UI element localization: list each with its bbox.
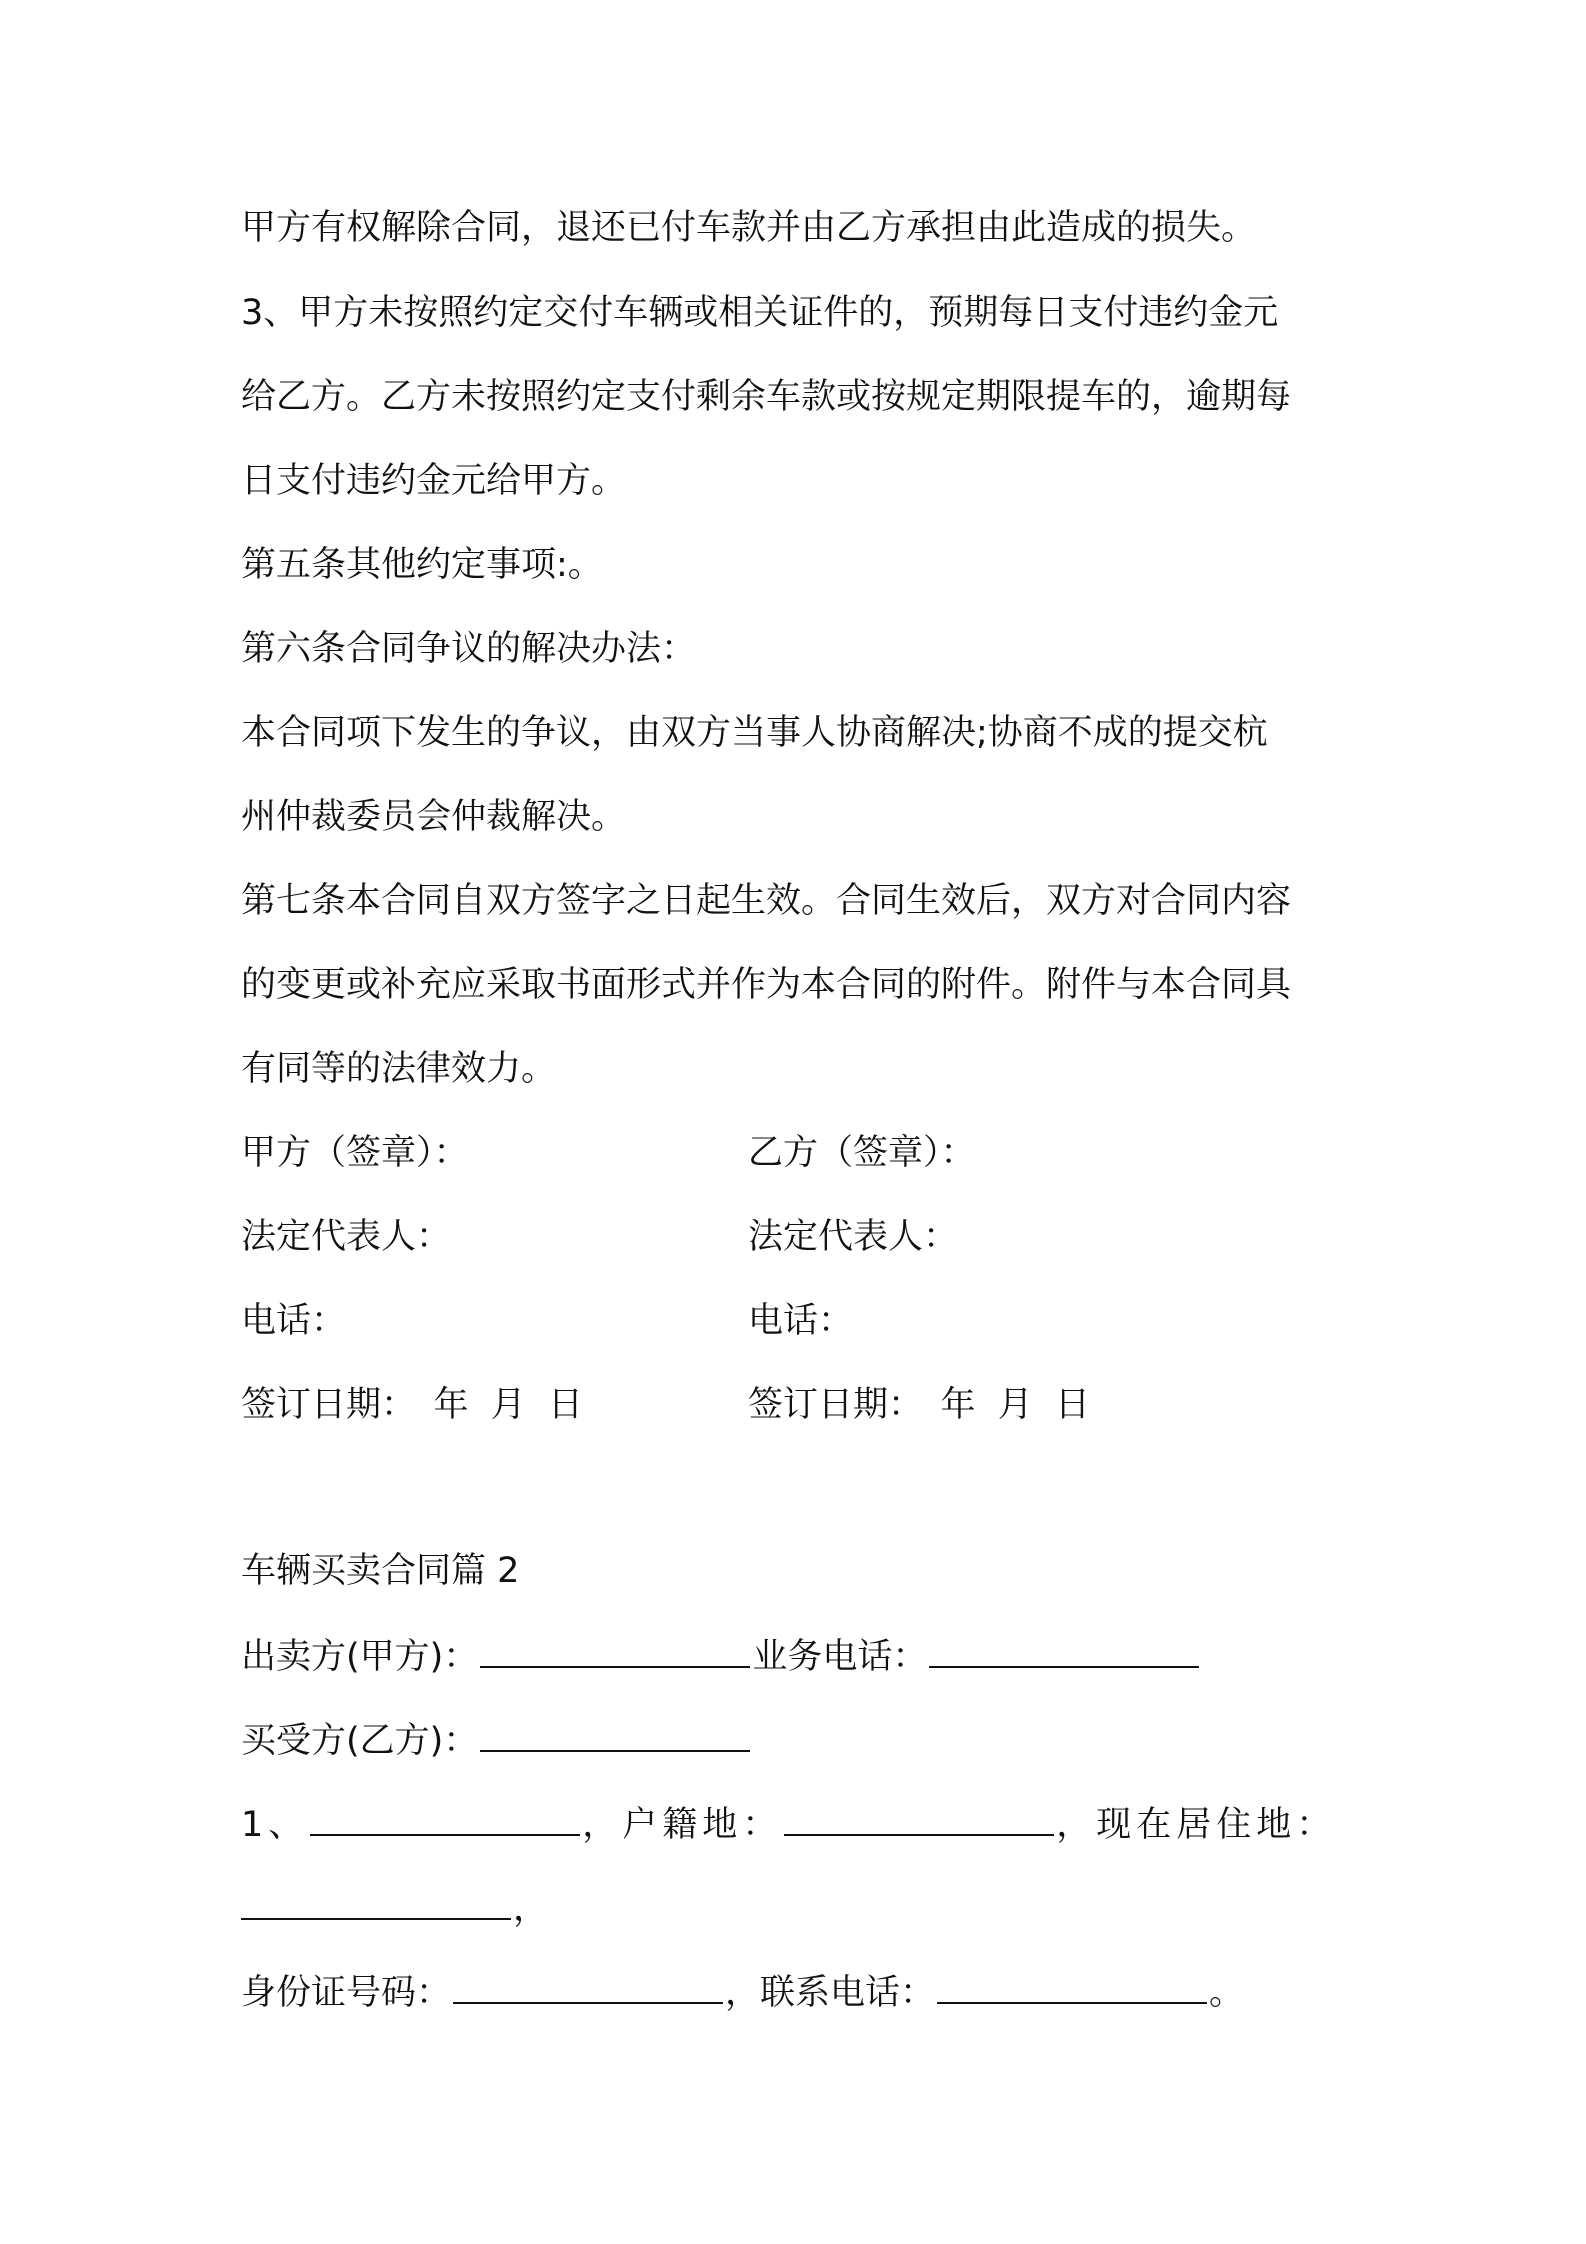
buyer-blank bbox=[480, 1716, 750, 1752]
paragraph-line: 州仲裁委员会仲裁解决。 bbox=[241, 797, 627, 837]
id-label: 身份证号码： bbox=[241, 1973, 452, 2013]
name-blank bbox=[310, 1800, 580, 1836]
paragraph-line: 的变更或补充应采取书面形式并作为本合同的附件。附件与本合同具 bbox=[241, 965, 1292, 1005]
party-b-rep-label: 法定代表人： bbox=[748, 1217, 959, 1257]
residence-blank bbox=[241, 1884, 511, 1920]
party-b-phone-label: 电话： bbox=[748, 1301, 854, 1341]
residence-line bbox=[241, 1884, 1361, 1932]
party-a-rep-label: 法定代表人： bbox=[241, 1217, 452, 1257]
residence-label: ，现在居住地： bbox=[1056, 1805, 1337, 1845]
item-1-line bbox=[241, 1800, 1361, 1848]
section-title: 车辆买卖合同篇 2 bbox=[241, 1551, 520, 1591]
seller-label: 出卖方(甲方)： bbox=[241, 1637, 479, 1677]
business-phone-blank bbox=[929, 1632, 1199, 1668]
id-line bbox=[241, 1968, 1361, 2016]
party-b-date-label: 签订日期： 年 月 日 bbox=[748, 1385, 1091, 1425]
seller-line bbox=[241, 1632, 1361, 1680]
id-line-period: 。 bbox=[1209, 1973, 1245, 2013]
item-1-prefix: 1、 bbox=[241, 1805, 309, 1845]
seller-blank bbox=[480, 1632, 750, 1668]
article-6-heading: 第六条合同争议的解决办法： bbox=[241, 629, 697, 669]
paragraph-line: 第七条本合同自双方签字之日起生效。合同生效后，双方对合同内容 bbox=[241, 881, 1292, 921]
contact-blank bbox=[937, 1968, 1207, 2004]
party-a-seal-label: 甲方（签章）： bbox=[241, 1133, 469, 1173]
household-blank bbox=[784, 1800, 1054, 1836]
party-b-seal-label: 乙方（签章）： bbox=[748, 1133, 976, 1173]
residence-comma: ， bbox=[513, 1889, 549, 1929]
id-blank bbox=[453, 1968, 723, 2004]
party-a-date-label: 签订日期： 年 月 日 bbox=[241, 1385, 584, 1425]
buyer-line bbox=[241, 1716, 1361, 1764]
paragraph-line: 3、甲方未按照约定交付车辆或相关证件的，预期每日支付违约金元 bbox=[241, 293, 1279, 333]
paragraph-line: 给乙方。乙方未按照约定支付剩余车款或按规定期限提车的，逾期每 bbox=[241, 377, 1292, 417]
household-label: ，户籍地： bbox=[582, 1805, 783, 1845]
buyer-label: 买受方(乙方)： bbox=[241, 1721, 479, 1761]
paragraph-line: 日支付违约金元给甲方。 bbox=[241, 461, 627, 501]
paragraph-line: 本合同项下发生的争议，由双方当事人协商解决;协商不成的提交杭 bbox=[241, 713, 1268, 753]
party-a-phone-label: 电话： bbox=[241, 1301, 347, 1341]
paragraph-line: 有同等的法律效力。 bbox=[241, 1049, 557, 1089]
business-phone-label: 业务电话： bbox=[752, 1637, 928, 1677]
contact-label: ，联系电话： bbox=[725, 1973, 936, 2013]
paragraph-line: 甲方有权解除合同，退还已付车款并由乙方承担由此造成的损失。 bbox=[241, 208, 1257, 248]
article-5-heading: 第五条其他约定事项:。 bbox=[241, 545, 603, 585]
